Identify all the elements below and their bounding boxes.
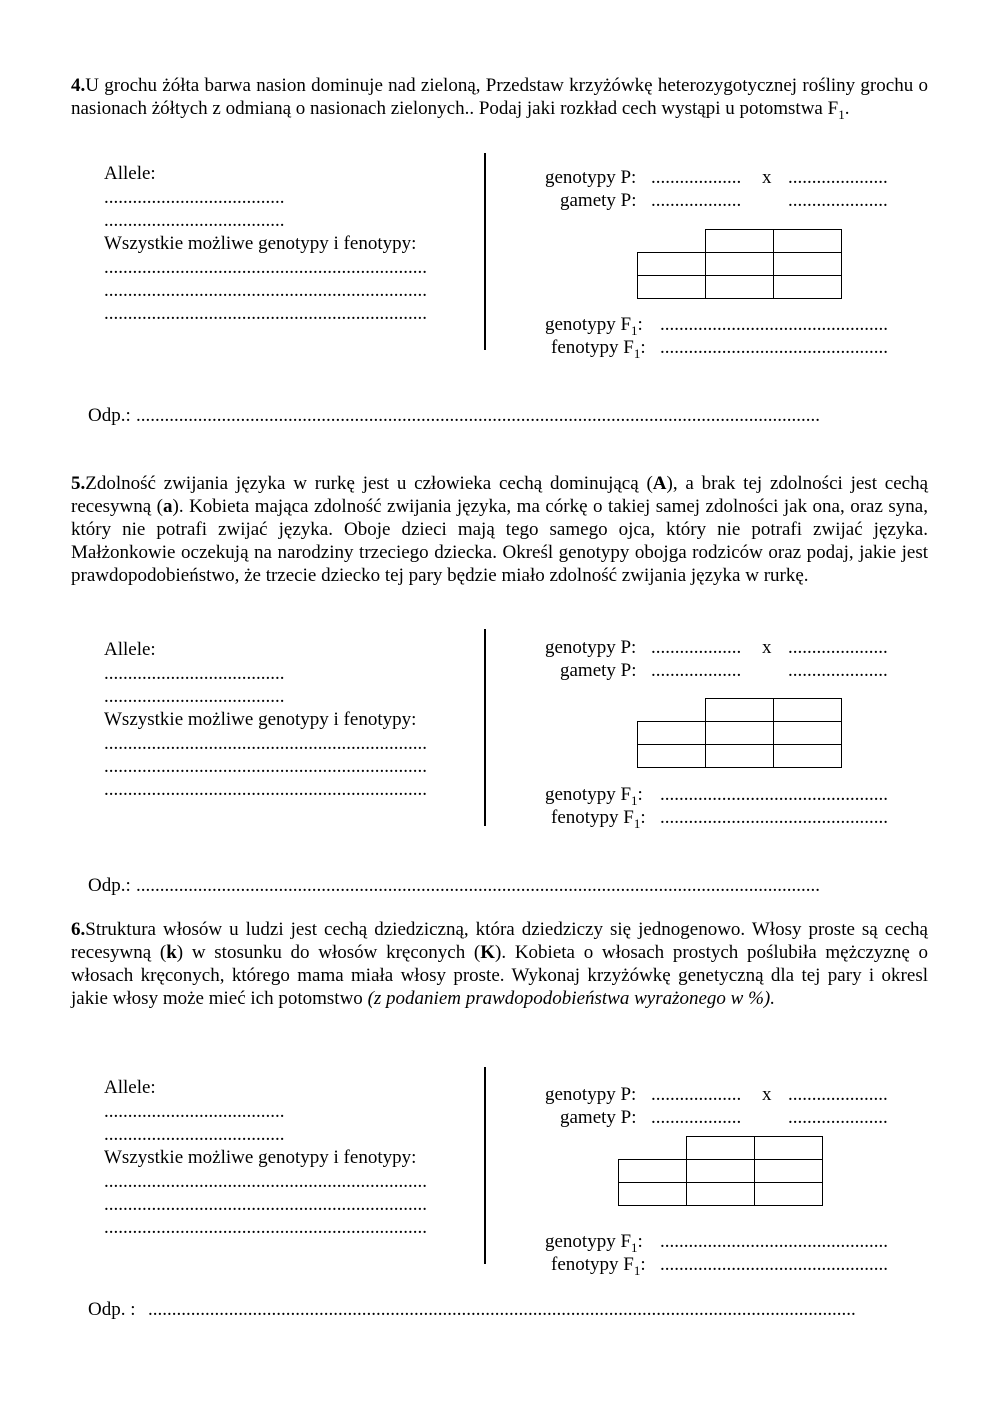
punnett-cell[interactable] xyxy=(687,1137,755,1160)
gametes-p-blank-2[interactable]: ..................... xyxy=(788,1107,888,1128)
subscript: 1 xyxy=(838,106,845,122)
genotypes-p-label: genotypy P: xyxy=(545,167,637,188)
genotypes-f1-blank[interactable]: ................................................ xyxy=(660,1231,888,1252)
genotypes-p-blank-1[interactable]: ................... xyxy=(651,637,742,658)
genotypes-f1-blank[interactable]: ................................................ xyxy=(660,314,888,335)
gametes-p-blank-1[interactable]: ................... xyxy=(651,660,742,681)
allele-blank-1[interactable]: ...................................... xyxy=(104,1101,285,1122)
genotypes-p-blank-2[interactable]: ..................... xyxy=(788,167,888,188)
phenotypes-f1-label: fenotypy $F_1$: xyxy=(551,807,646,831)
genotypes-p-blank-1[interactable]: ................... xyxy=(651,167,742,188)
punnett-cell[interactable] xyxy=(755,1183,823,1206)
genotypes-blank-2[interactable]: .................................................................... xyxy=(104,1194,427,1215)
allele-blank-1[interactable]: ...................................... xyxy=(104,187,285,208)
task-5-prompt: 5.Zdolność zwijania języka w rurkę jest u człowieka cechą dominującą (A), a brak tej zdolności jest cechą recesywną (a). Kobieta mająca zdolność zwijania języka, ma córkę o takiej samej zdolności jak ona, oraz syna, który nie potrafi zwijać języka. Oboje dzieci mają tego samego ojca, który nie potrafi zwijać języka. Małżonkowie oczekują na narodziny trzeciego dziecka. Określ genotypy obojga rodziców oraz podaj, jakie jest prawdopodobieństwo, że trzecie dziecko tej pary będzie miało zdolność zwijania języka w rurkę. xyxy=(71,473,928,586)
gametes-p-blank-1[interactable]: ................... xyxy=(651,1107,742,1128)
gametes-p-label: gamety P: xyxy=(560,1107,637,1128)
gametes-p-label: gamety P: xyxy=(560,660,637,681)
task-text: U grochu żółta barwa nasion dominuje nad zieloną, Przedstaw krzyżówkę heterozygotycznej rośliny grochu o nasionach żółtych z odmianą o nasionach zielonych.. Podaj jaki rozkład cech wystąpi u potomstwa F xyxy=(71,75,928,119)
answer-blank[interactable]: ..................................................................................................................................................... xyxy=(148,1299,856,1320)
punnett-cell[interactable] xyxy=(774,253,842,276)
genotypes-f1-blank[interactable]: ................................................ xyxy=(660,784,888,805)
punnett-cell[interactable] xyxy=(706,745,774,768)
column-divider xyxy=(484,1067,486,1264)
allele-blank-2[interactable]: ...................................... xyxy=(104,686,285,707)
punnett-cell[interactable] xyxy=(774,722,842,745)
punnett-cell[interactable] xyxy=(774,276,842,299)
genotypes-p-blank-1[interactable]: ................... xyxy=(651,1084,742,1105)
punnett-cell[interactable] xyxy=(638,253,706,276)
answer-label: Odp. : xyxy=(88,1299,136,1320)
cross-symbol: x xyxy=(762,1084,772,1105)
task-number: 5. xyxy=(71,473,86,494)
punnett-cell[interactable] xyxy=(706,253,774,276)
punnett-cell[interactable] xyxy=(687,1183,755,1206)
gametes-p-blank-2[interactable]: ..................... xyxy=(788,190,888,211)
punnett-corner xyxy=(619,1137,687,1160)
allele-blank-2[interactable]: ...................................... xyxy=(104,210,285,231)
all-genotypes-label: Wszystkie możliwe genotypy i fenotypy: xyxy=(104,709,417,730)
task-number: 4. xyxy=(71,75,86,96)
answer-blank[interactable]: ................................................................................................................................................ xyxy=(136,875,820,896)
punnett-cell[interactable] xyxy=(774,230,842,253)
allele-label: Allele: xyxy=(104,639,156,660)
punnett-cell[interactable] xyxy=(706,276,774,299)
genotypes-p-blank-2[interactable]: ..................... xyxy=(788,637,888,658)
punnett-cell[interactable] xyxy=(774,699,842,722)
punnett-corner xyxy=(638,230,706,253)
genotypes-p-blank-2[interactable]: ..................... xyxy=(788,1084,888,1105)
punnett-square[interactable] xyxy=(637,229,842,299)
cross-symbol: x xyxy=(762,167,772,188)
punnett-square[interactable] xyxy=(618,1136,823,1206)
allele-blank-1[interactable]: ...................................... xyxy=(104,663,285,684)
phenotypes-f1-label: fenotypy $F_1$: xyxy=(551,1254,646,1278)
phenotypes-f1-label: fenotypy $F_1$: xyxy=(551,337,646,361)
all-genotypes-label: Wszystkie możliwe genotypy i fenotypy: xyxy=(104,1147,417,1168)
punnett-cell[interactable] xyxy=(774,745,842,768)
genotypes-blank-2[interactable]: .................................................................... xyxy=(104,280,427,301)
gametes-p-label: gamety P: xyxy=(560,190,637,211)
gametes-p-blank-1[interactable]: ................... xyxy=(651,190,742,211)
answer-blank[interactable]: ................................................................................................................................................ xyxy=(136,405,820,426)
punnett-cell[interactable] xyxy=(687,1160,755,1183)
allele-label: Allele: xyxy=(104,1077,156,1098)
genotypes-blank-1[interactable]: .................................................................... xyxy=(104,1171,427,1192)
punnett-cell[interactable] xyxy=(619,1183,687,1206)
genotypes-blank-3[interactable]: .................................................................... xyxy=(104,1217,427,1238)
genotypes-blank-1[interactable]: .................................................................... xyxy=(104,733,427,754)
genotypes-f1-label: genotypy $F_1$: xyxy=(545,1231,643,1255)
punnett-corner xyxy=(638,699,706,722)
answer-label: Odp.: xyxy=(88,875,131,896)
punnett-cell[interactable] xyxy=(706,230,774,253)
all-genotypes-label: Wszystkie możliwe genotypy i fenotypy: xyxy=(104,233,417,254)
gametes-p-blank-2[interactable]: ..................... xyxy=(788,660,888,681)
allele-blank-2[interactable]: ...................................... xyxy=(104,1124,285,1145)
punnett-square[interactable] xyxy=(637,698,842,768)
genotypes-blank-2[interactable]: .................................................................... xyxy=(104,756,427,777)
genotypes-f1-label: genotypy $F_1$: xyxy=(545,314,643,338)
punnett-cell[interactable] xyxy=(638,276,706,299)
cross-symbol: x xyxy=(762,637,772,658)
task-number: 6. xyxy=(71,919,86,940)
answer-label: Odp.: xyxy=(88,405,131,426)
phenotypes-f1-blank[interactable]: ................................................ xyxy=(660,807,888,828)
task-6-prompt: 6.Struktura włosów u ludzi jest cechą dziedziczną, która dziedziczy się jednogenowo. Włosy proste są cechą recesywną (k) w stosunku do włosów kręconych (K). Kobieta o włosach prostych poślubiła mężczyznę o włosach kręconych, którego mama miała włosy proste. Wykonaj krzyżówkę genetyczną dla tej pary i okresl jakie włosy może mieć ich potomstwo (z podaniem prawdopodobieństwa wyrażonego w %). xyxy=(71,919,928,1009)
punnett-cell[interactable] xyxy=(706,699,774,722)
punnett-cell[interactable] xyxy=(706,722,774,745)
task-4-prompt: 4.U grochu żółta barwa nasion dominuje nad zieloną, Przedstaw krzyżówkę heterozygotycznej rośliny grochu o nasionach żółtych z odmianą o nasionach zielonych.. Podaj jaki rozkład cech wystąpi u potomstwa $F_1$. xyxy=(71,75,928,122)
phenotypes-f1-blank[interactable]: ................................................ xyxy=(660,1254,888,1275)
genotypes-p-label: genotypy P: xyxy=(545,637,637,658)
genotypes-p-label: genotypy P: xyxy=(545,1084,637,1105)
column-divider xyxy=(484,153,486,350)
genotypes-f1-label: genotypy $F_1$: xyxy=(545,784,643,808)
genotypes-blank-1[interactable]: .................................................................... xyxy=(104,257,427,278)
column-divider xyxy=(484,629,486,826)
punnett-cell[interactable] xyxy=(619,1160,687,1183)
phenotypes-f1-blank[interactable]: ................................................ xyxy=(660,337,888,358)
punnett-cell[interactable] xyxy=(638,722,706,745)
genotypes-blank-3[interactable]: .................................................................... xyxy=(104,303,427,324)
allele-label: Allele: xyxy=(104,163,156,184)
genotypes-blank-3[interactable]: .................................................................... xyxy=(104,779,427,800)
punnett-cell[interactable] xyxy=(638,745,706,768)
punnett-cell[interactable] xyxy=(755,1160,823,1183)
punnett-cell[interactable] xyxy=(755,1137,823,1160)
